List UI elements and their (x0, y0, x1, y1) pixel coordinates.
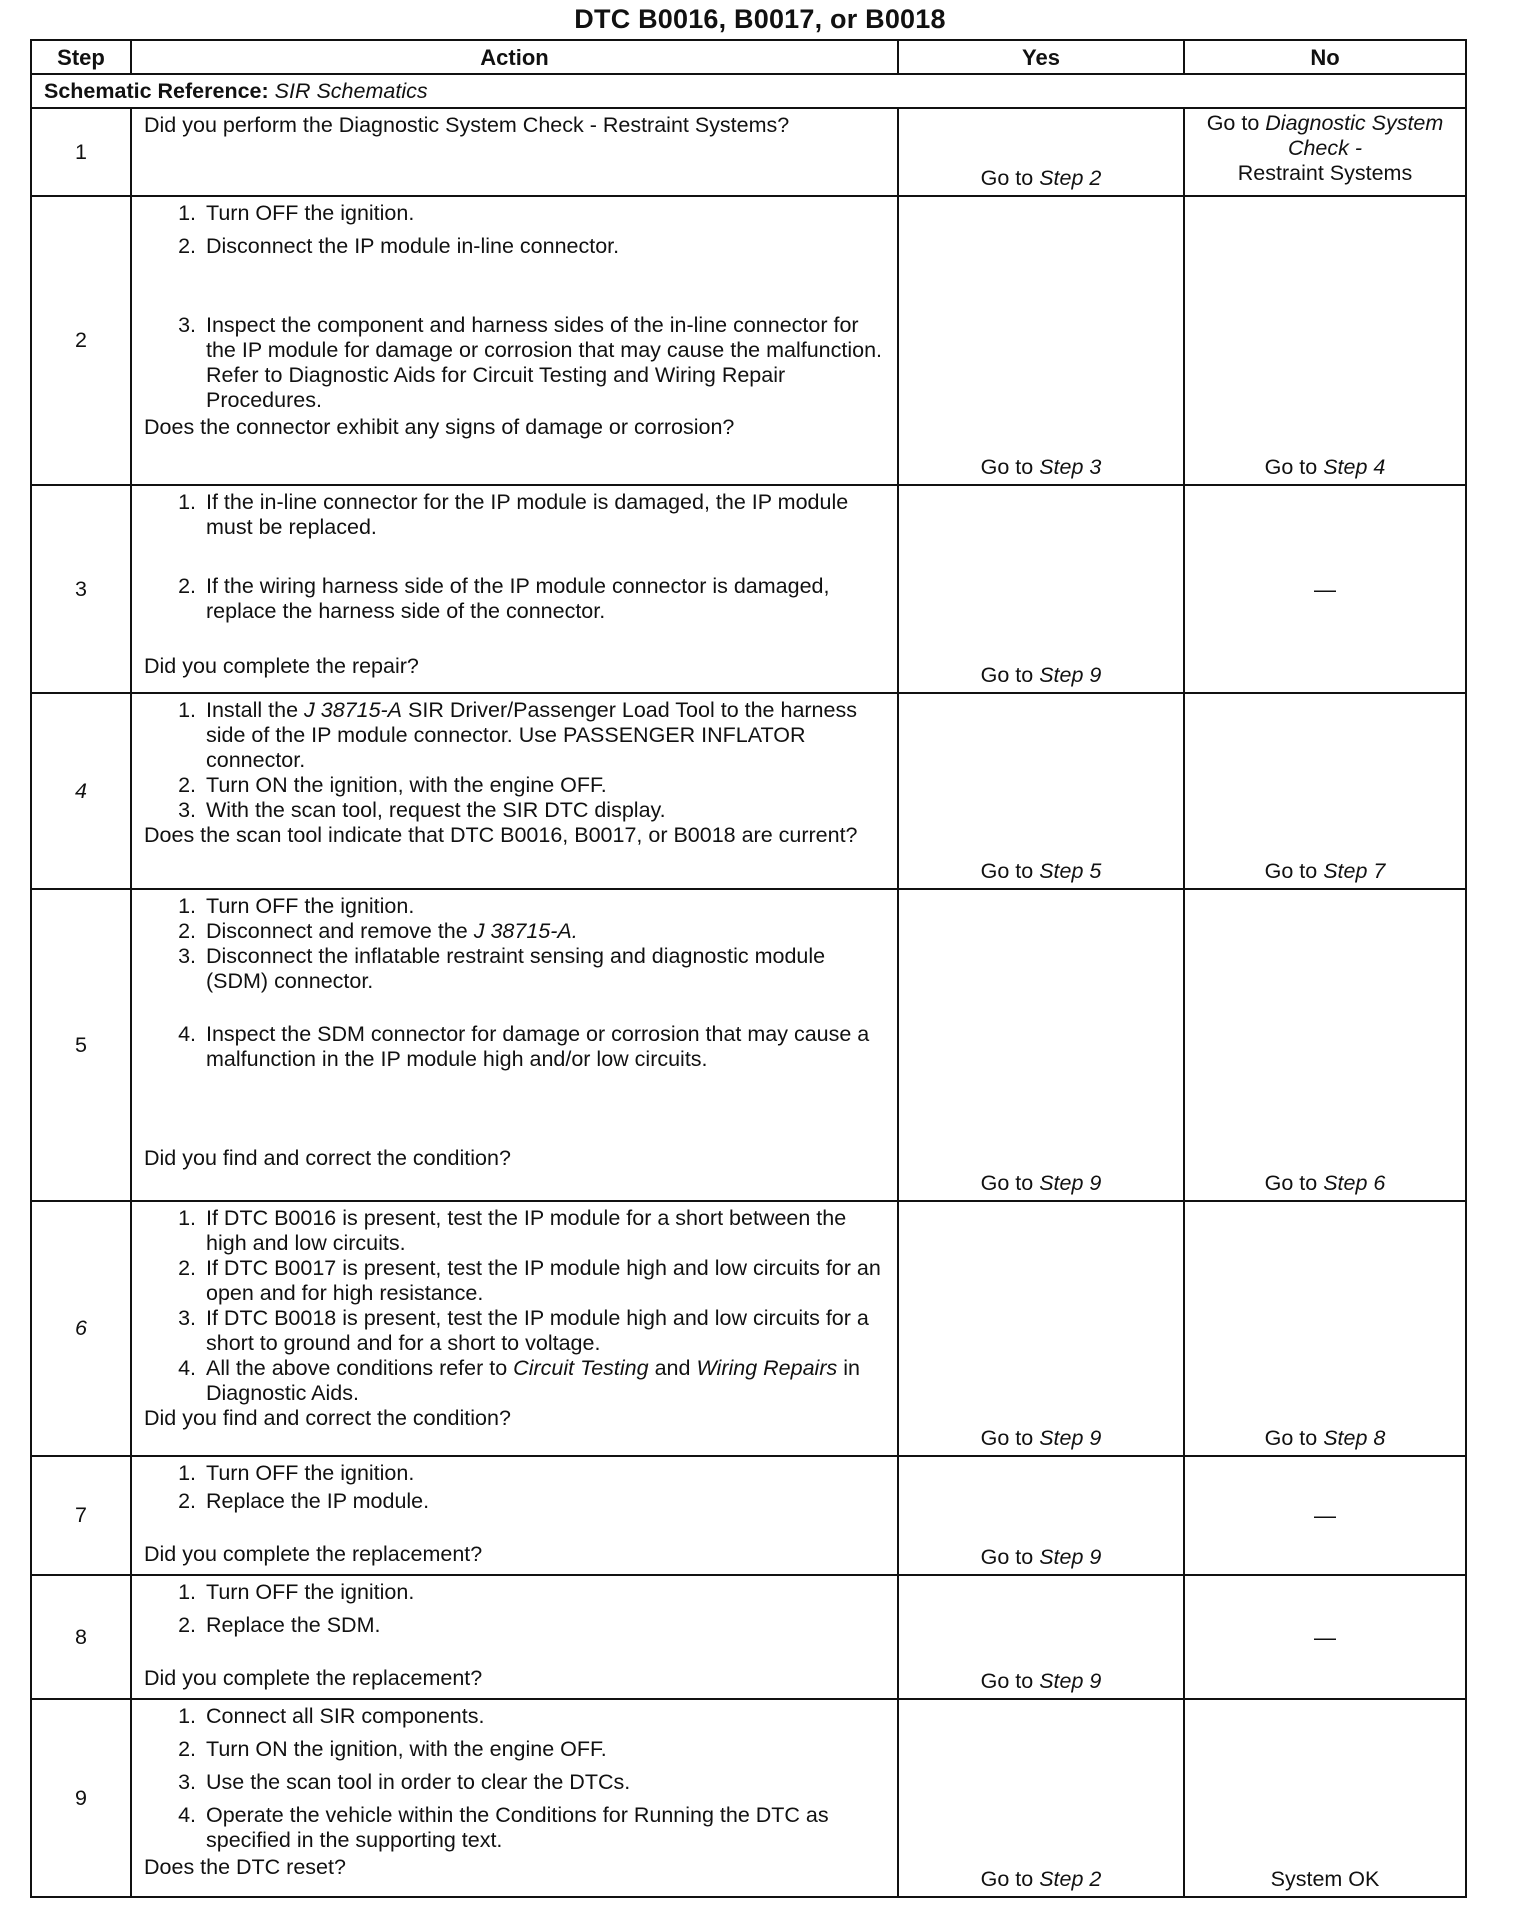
schematic-row (31, 74, 1466, 108)
list-item: 4. Operate the vehicle within the Conditions for Running the DTC as specified in the supporting text. (202, 1803, 889, 1853)
no-cell[interactable]: Go to Step 8 (1184, 1201, 1466, 1456)
header-action: Action (131, 40, 898, 74)
yes-cell[interactable]: Go to Step 2 (898, 1699, 1184, 1897)
step-number: 1 (31, 108, 131, 196)
table-row (31, 1201, 1466, 1456)
table-row (31, 1575, 1466, 1699)
no-cell[interactable]: Go to Step 6 (1184, 889, 1466, 1201)
list-item: 2. Replace the IP module. (202, 1489, 889, 1514)
action-cell (131, 196, 898, 485)
yes-cell[interactable]: Go to Step 9 (898, 1201, 1184, 1456)
instruction-list (144, 1704, 889, 1853)
step-number: 4 (31, 693, 131, 889)
schematic-reference (31, 74, 1466, 108)
no-cell[interactable]: Go to Diagnostic System Check - Restraint Systems (1184, 108, 1466, 196)
question: Did you find and correct the condition? (144, 1146, 511, 1170)
instruction-list (144, 698, 889, 823)
action-cell (131, 1699, 898, 1897)
list-item: 4. All the above conditions refer to Circuit Testing and Wiring Repairs in Diagnostic Aids. (202, 1356, 889, 1406)
step-number: 8 (31, 1575, 131, 1699)
yes-cell[interactable]: Go to Step 3 (898, 196, 1184, 485)
schematic-link[interactable]: SIR Schematics (274, 78, 428, 103)
instruction-list (144, 490, 889, 624)
instruction-list (144, 1206, 889, 1406)
list-item: 1. Turn OFF the ignition. (202, 201, 889, 226)
table-row (31, 196, 1466, 485)
action-cell (131, 485, 898, 693)
list-item: 2. Turn ON the ignition, with the engine OFF. (202, 773, 889, 798)
yes-cell[interactable]: Go to Step 2 (898, 108, 1184, 196)
table-row (31, 693, 1466, 889)
yes-cell[interactable]: Go to Step 9 (898, 889, 1184, 1201)
list-item: 2. If DTC B0017 is present, test the IP module high and low circuits for an open and for high resistance. (202, 1256, 889, 1306)
step-number: 9 (31, 1699, 131, 1897)
list-item: 3. Inspect the component and harness sides of the in-line connector for the IP module for damage or corrosion that may cause the malfunction. Refer to Diagnostic Aids for Circuit Testing and Wiring Repair Procedures. (202, 313, 889, 413)
question: Did you find and correct the condition? (144, 1406, 511, 1430)
table-row (31, 108, 1466, 196)
header-no: No (1184, 40, 1466, 74)
step-number: 7 (31, 1456, 131, 1575)
action-cell (131, 108, 898, 196)
question: Did you perform the Diagnostic System Check - Restraint Systems? (144, 113, 790, 137)
action-cell (131, 1456, 898, 1575)
list-item: 3. If DTC B0018 is present, test the IP module high and low circuits for a short to ground and for a short to voltage. (202, 1306, 889, 1356)
question: Does the DTC reset? (144, 1855, 346, 1879)
action-cell (131, 889, 898, 1201)
yes-cell[interactable]: Go to Step 5 (898, 693, 1184, 889)
list-item: 2. Disconnect the IP module in-line connector. (202, 234, 889, 259)
yes-cell[interactable]: Go to Step 9 (898, 1456, 1184, 1575)
yes-cell[interactable]: Go to Step 9 (898, 1575, 1184, 1699)
list-item: 1. Turn OFF the ignition. (202, 894, 889, 919)
no-cell[interactable]: Go to Step 4 (1184, 196, 1466, 485)
schematic-label: Schematic Reference: (44, 78, 269, 103)
list-item: 2. Turn ON the ignition, with the engine OFF. (202, 1737, 889, 1762)
list-item: 3. With the scan tool, request the SIR DTC display. (202, 798, 889, 823)
table-row (31, 889, 1466, 1201)
step-number: 6 (31, 1201, 131, 1456)
instruction-list (144, 201, 889, 413)
no-cell: — (1184, 485, 1466, 693)
question: Did you complete the repair? (144, 654, 419, 678)
header-yes: Yes (898, 40, 1184, 74)
no-cell: System OK (1184, 1699, 1466, 1897)
diagnostic-table (30, 39, 1467, 1898)
list-item: 1. If DTC B0016 is present, test the IP module for a short between the high and low circuits. (202, 1206, 889, 1256)
action-cell (131, 1575, 898, 1699)
list-item: 2. Replace the SDM. (202, 1613, 889, 1638)
question: Does the connector exhibit any signs of damage or corrosion? (144, 415, 735, 439)
instruction-list (144, 1580, 889, 1638)
list-item: 1. Turn OFF the ignition. (202, 1461, 889, 1486)
list-item: 3. Use the scan tool in order to clear the DTCs. (202, 1770, 889, 1795)
table-row (31, 1699, 1466, 1897)
list-item: 1. Connect all SIR components. (202, 1704, 889, 1729)
page-title: DTC B0016, B0017, or B0018 (574, 4, 946, 34)
instruction-list (144, 894, 889, 1072)
table-row (31, 485, 1466, 693)
yes-cell[interactable]: Go to Step 9 (898, 485, 1184, 693)
list-item: 4. Inspect the SDM connector for damage or corrosion that may cause a malfunction in the IP module high and/or low circuits. (202, 1022, 889, 1072)
list-item: 1. Turn OFF the ignition. (202, 1580, 889, 1605)
list-item: 3. Disconnect the inflatable restraint sensing and diagnostic module (SDM) connector. (202, 944, 889, 994)
list-item: 2. If the wiring harness side of the IP module connector is damaged, replace the harness side of the connector. (202, 574, 889, 624)
action-cell (131, 693, 898, 889)
no-cell: — (1184, 1456, 1466, 1575)
step-number: 5 (31, 889, 131, 1201)
instruction-list (144, 1461, 889, 1514)
table-row (31, 1456, 1466, 1575)
header-step: Step (31, 40, 131, 74)
no-cell[interactable]: Go to Step 7 (1184, 693, 1466, 889)
no-cell: — (1184, 1575, 1466, 1699)
header-row (31, 40, 1466, 74)
question: Did you complete the replacement? (144, 1542, 483, 1566)
question: Does the scan tool indicate that DTC B0016, B0017, or B0018 are current? (144, 823, 858, 847)
list-item: 1. Install the J 38715-A SIR Driver/Passenger Load Tool to the harness side of the IP module connector. Use PASSENGER INFLATOR connector. (202, 698, 889, 773)
question: Did you complete the replacement? (144, 1666, 483, 1690)
step-number: 3 (31, 485, 131, 693)
action-cell (131, 1201, 898, 1456)
step-number: 2 (31, 196, 131, 485)
list-item: 2. Disconnect and remove the J 38715-A. (202, 919, 889, 944)
list-item: 1. If the in-line connector for the IP module is damaged, the IP module must be replaced. (202, 490, 889, 540)
